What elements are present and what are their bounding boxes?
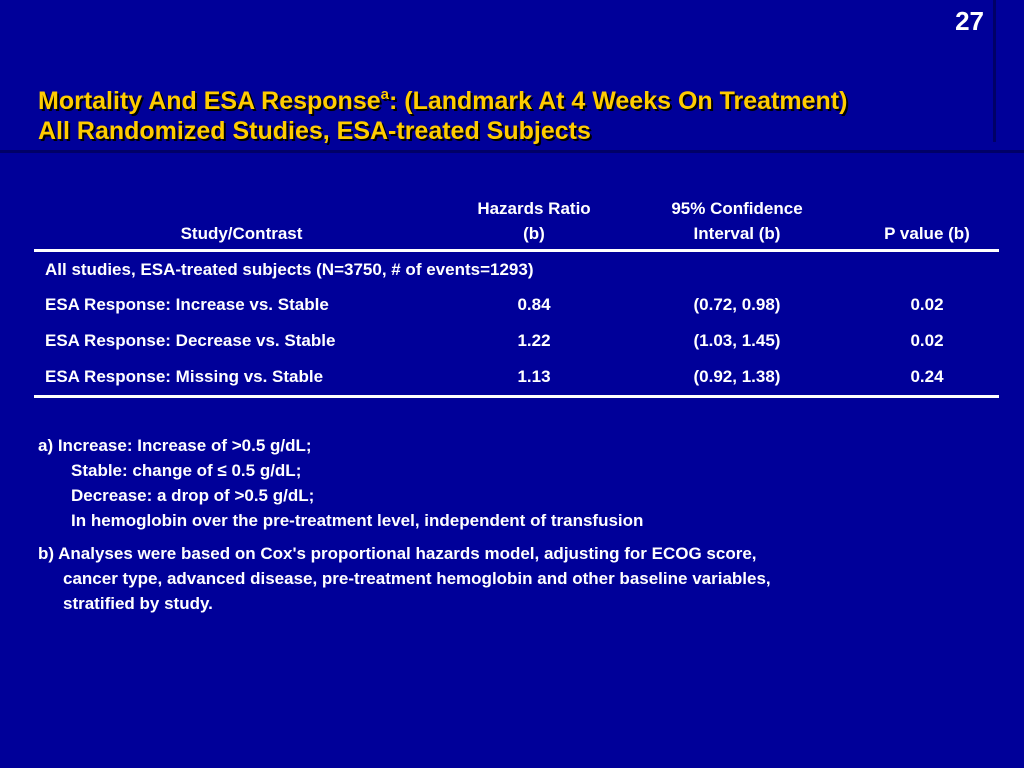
cell-contrast: ESA Response: Increase vs. Stable xyxy=(45,295,329,314)
footnote-a xyxy=(38,433,771,533)
cell-confidence-interval: (0.72, 0.98) xyxy=(693,295,781,314)
table-bottom-rule xyxy=(34,395,999,398)
table-row xyxy=(34,323,999,359)
title-main: Mortality And ESA Response xyxy=(38,87,381,115)
vertical-divider xyxy=(993,0,996,142)
cell-p-value: 0.24 xyxy=(910,367,944,386)
footnote-b-line: cancer type, advanced disease, pre-treatment hemoglobin and other baseline variables, xyxy=(63,569,771,588)
page-number: 27 xyxy=(955,6,984,36)
horizontal-divider xyxy=(0,150,1024,153)
title-footnote-marker: a xyxy=(380,86,389,103)
cell-hazards-ratio: 1.22 xyxy=(517,331,551,350)
title-line-2: All Randomized Studies, ESA-treated Subjects xyxy=(38,117,591,145)
footnote-a-line: Stable: change of ≤ 0.5 g/dL; xyxy=(71,461,302,480)
cell-confidence-interval: (1.03, 1.45) xyxy=(693,331,781,350)
table-row xyxy=(34,359,999,395)
footnote-a-line: a) Increase: Increase of >0.5 g/dL; xyxy=(38,436,312,455)
cell-confidence-interval: (0.92, 1.38) xyxy=(693,367,781,386)
cell-contrast: ESA Response: Decrease vs. Stable xyxy=(45,331,336,350)
results-table xyxy=(34,193,999,398)
footnote-b-line: stratified by study. xyxy=(63,594,213,613)
header-hazards-ratio: Hazards Ratio (b) xyxy=(477,199,591,243)
slide-title xyxy=(38,86,847,146)
title-line-1 xyxy=(38,86,847,116)
header-study-contrast: Study/Contrast xyxy=(180,224,303,243)
footnote-b xyxy=(38,541,771,616)
footnote-b-line: b) Analyses were based on Cox's proportional hazards model, adjusting for ECOG score, xyxy=(38,544,757,563)
cell-hazards-ratio: 1.13 xyxy=(517,367,551,386)
cell-contrast: ESA Response: Missing vs. Stable xyxy=(45,367,324,386)
table-group-label: All studies, ESA-treated subjects (N=3750, # of events=1293) xyxy=(45,260,534,279)
cell-p-value: 0.02 xyxy=(910,295,944,314)
table-header xyxy=(34,193,999,252)
footnote-a-line: In hemoglobin over the pre-treatment level, independent of transfusion xyxy=(71,511,644,530)
table-row xyxy=(34,287,999,323)
footnotes xyxy=(38,433,771,616)
title-rest: : (Landmark At 4 Weeks On Treatment) xyxy=(388,87,848,115)
header-p-value: P value (b) xyxy=(884,224,970,243)
cell-p-value: 0.02 xyxy=(910,331,944,350)
footnote-a-line: Decrease: a drop of >0.5 g/dL; xyxy=(71,486,315,505)
cell-hazards-ratio: 0.84 xyxy=(517,295,551,314)
header-confidence-interval: 95% Confidence Interval (b) xyxy=(671,199,803,243)
